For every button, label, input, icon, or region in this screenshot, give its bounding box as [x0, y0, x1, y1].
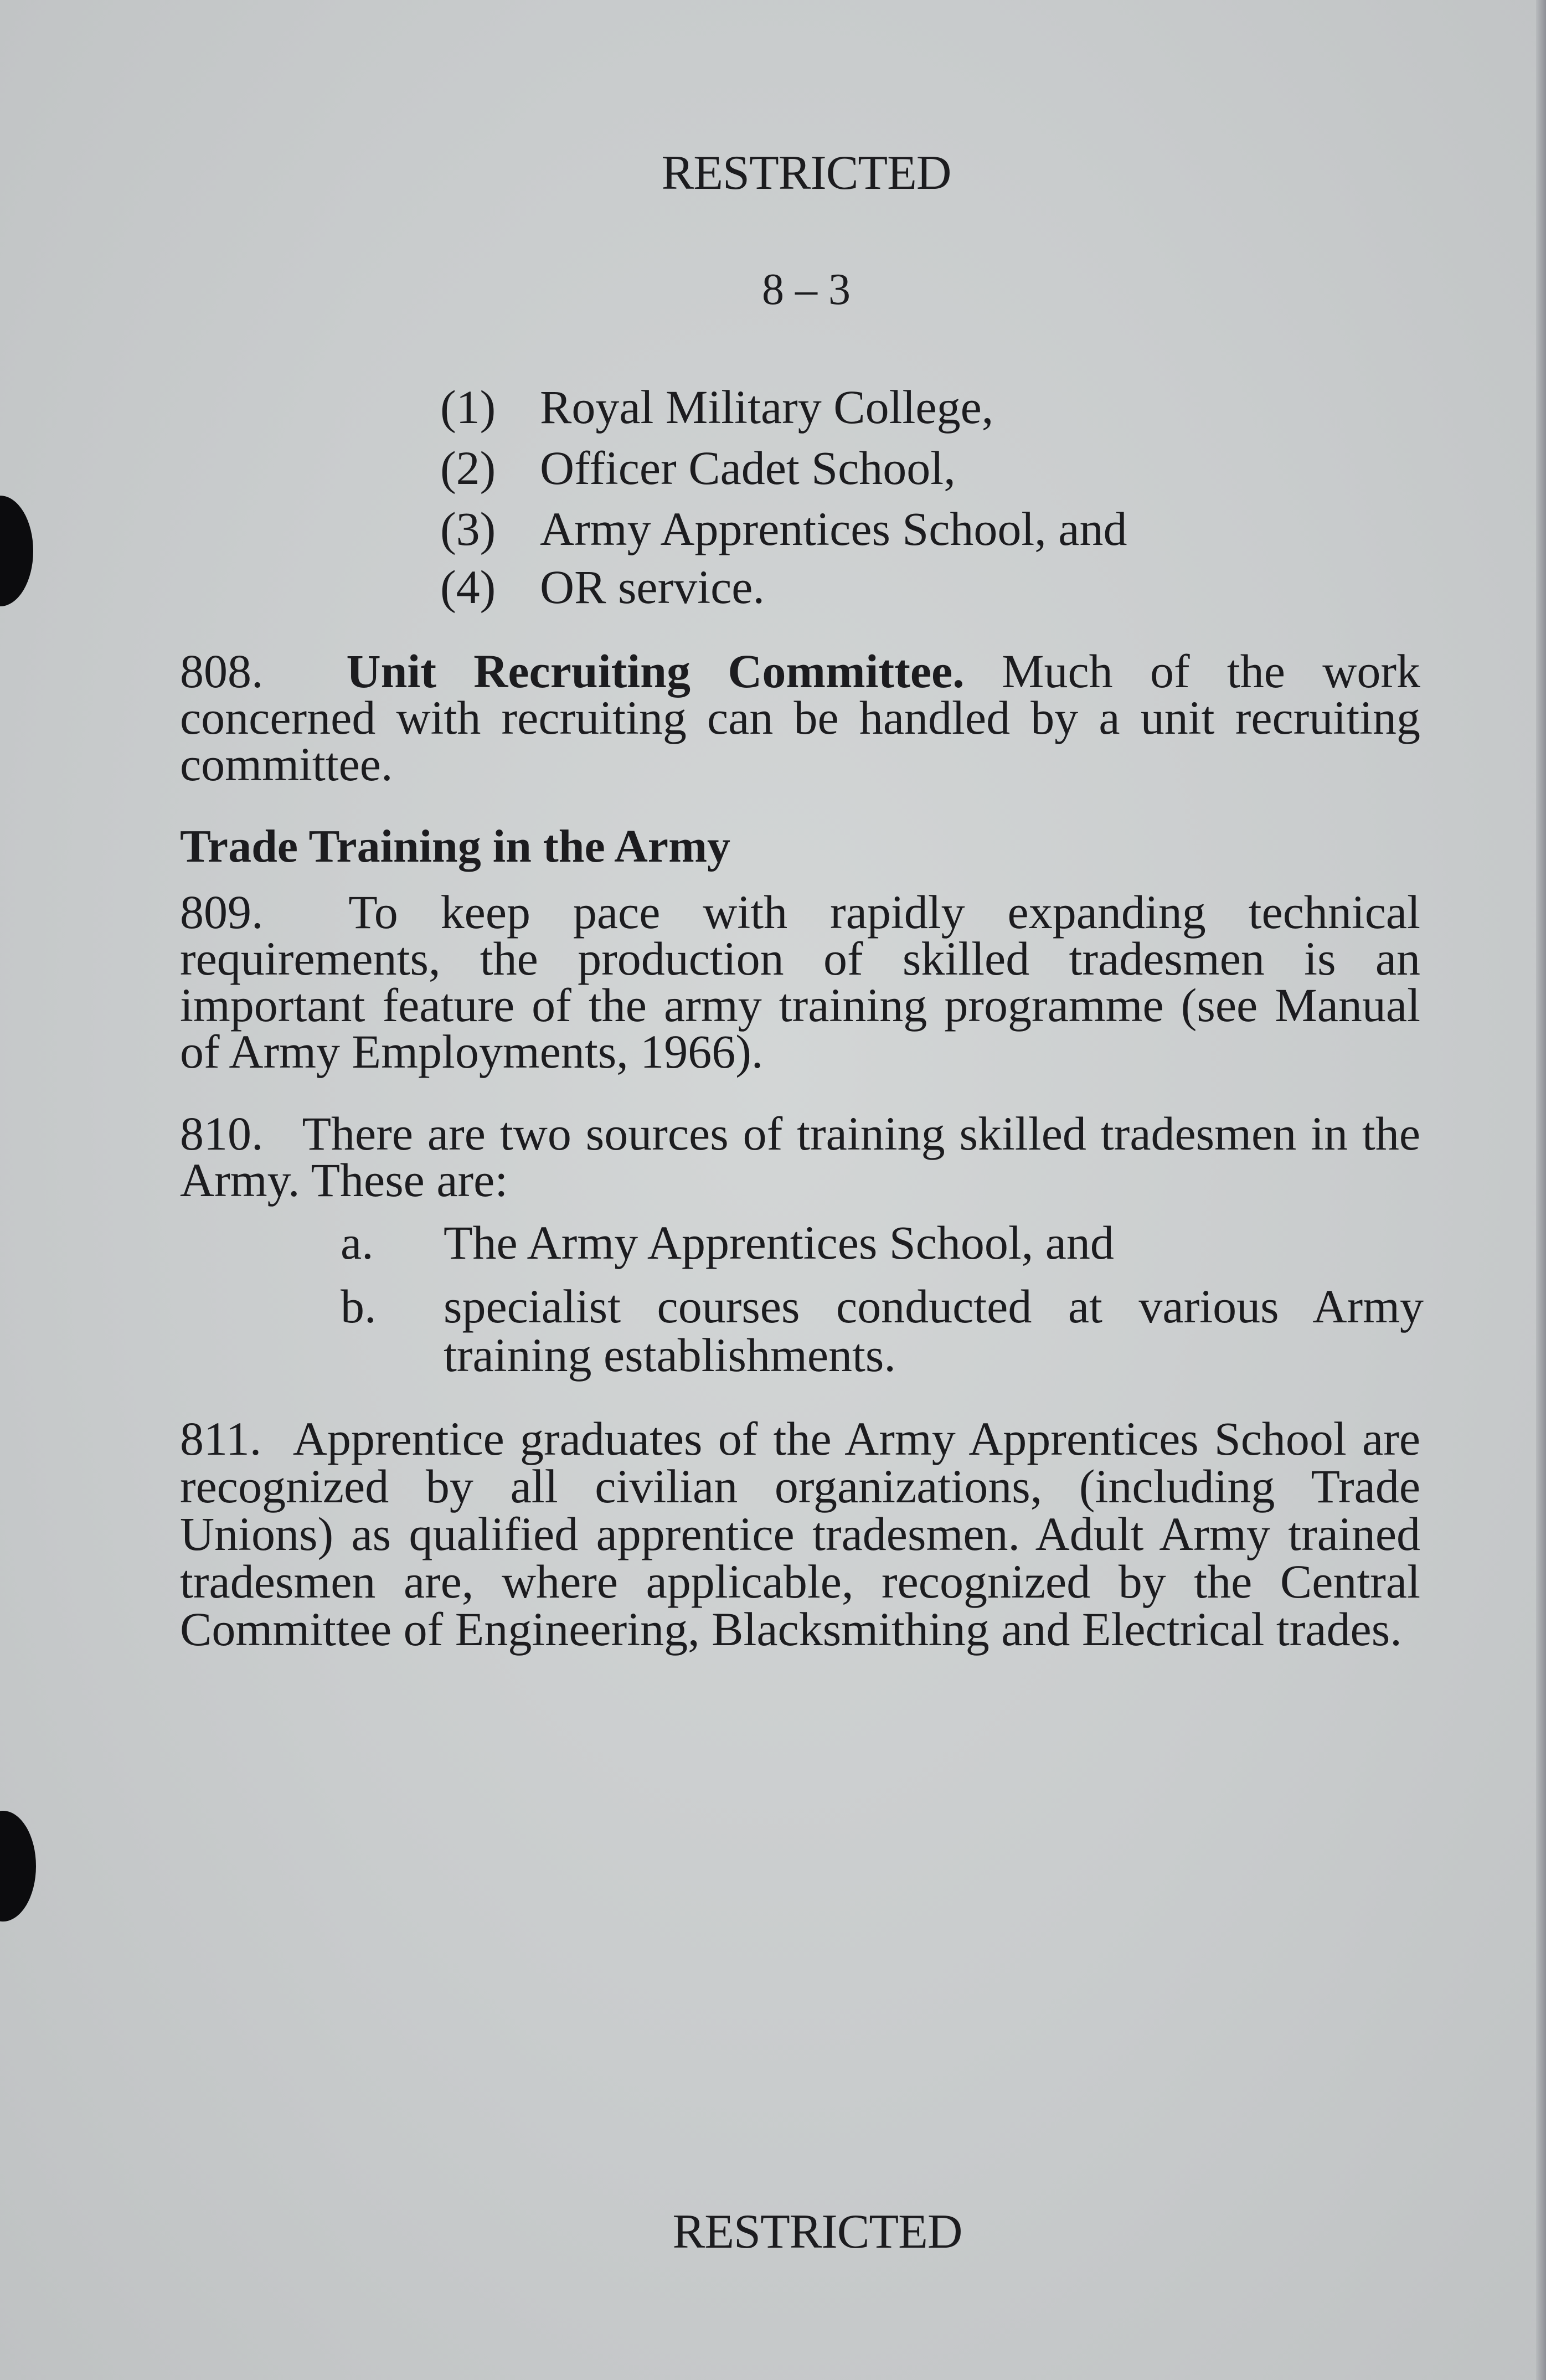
sub-item-letter: b.: [341, 1280, 377, 1333]
binder-punch-hole-bottom: [0, 1811, 36, 1921]
paragraph-811: [180, 1412, 1421, 1656]
sub-item-text: specialist courses conducted at various Army training establishments.: [444, 1280, 1424, 1382]
list-item-number: (3): [440, 502, 496, 555]
list-item: [440, 504, 1127, 554]
sub-list-item: [341, 1218, 1426, 1268]
sub-item-text: The Army Apprentices School, and: [444, 1216, 1114, 1269]
list-item: [440, 562, 765, 612]
list-item-number: (1): [440, 380, 496, 434]
list-item-number: (4): [440, 560, 496, 614]
list-item: [440, 382, 993, 432]
paragraph-number: 808.: [180, 645, 264, 698]
paragraph-808: [180, 645, 1421, 791]
paragraph-title: Unit Recruiting Committee.: [346, 645, 965, 698]
paragraph-text: To keep pace with rapidly expanding technical requirements, the production of skilled tradesmen is an important feature of the army training programme (see Manual of Army Employments, 1966).: [180, 885, 1420, 1078]
page-number: 8 – 3: [762, 265, 851, 314]
header-security-marking: RESTRICTED: [661, 146, 951, 200]
list-item-text: OR service.: [540, 560, 765, 614]
sub-item-letter: a.: [341, 1216, 374, 1269]
binder-punch-hole-top: [0, 496, 33, 606]
sub-list-item: [341, 1282, 1426, 1382]
list-item-number: (2): [440, 441, 496, 494]
paragraph-text: There are two sources of training skilled tradesmen in the Army. These are:: [180, 1107, 1420, 1207]
list-item-text: Army Apprentices School, and: [540, 502, 1127, 555]
paragraph-number: 811.: [180, 1412, 262, 1465]
list-item-text: Officer Cadet School,: [540, 441, 956, 494]
paragraph-number: 810.: [180, 1107, 264, 1160]
footer-security-marking: RESTRICTED: [672, 2205, 962, 2259]
paragraph-number: 809.: [180, 885, 264, 939]
section-heading: Trade Training in the Army: [180, 821, 731, 872]
page-edge-shadow: [1536, 0, 1546, 2380]
paragraph-text: Much of the work concerned with recruiting can be handled by a unit recruiting committee.: [180, 645, 1421, 791]
paragraph-810: [180, 1107, 1420, 1207]
paragraph-809: [180, 885, 1420, 1078]
list-item-text: Royal Military College,: [540, 380, 994, 434]
list-item: [440, 443, 956, 493]
paragraph-text: Apprentice graduates of the Army Apprentices School are recognized by all civilian organizations, (including Trade Unions) as qualified apprentice tradesmen. Adult Army trained tradesmen are, where applicable, recognized by the Central Committee of Engineering, Blacksmithing and Electrical trades.: [180, 1412, 1421, 1656]
